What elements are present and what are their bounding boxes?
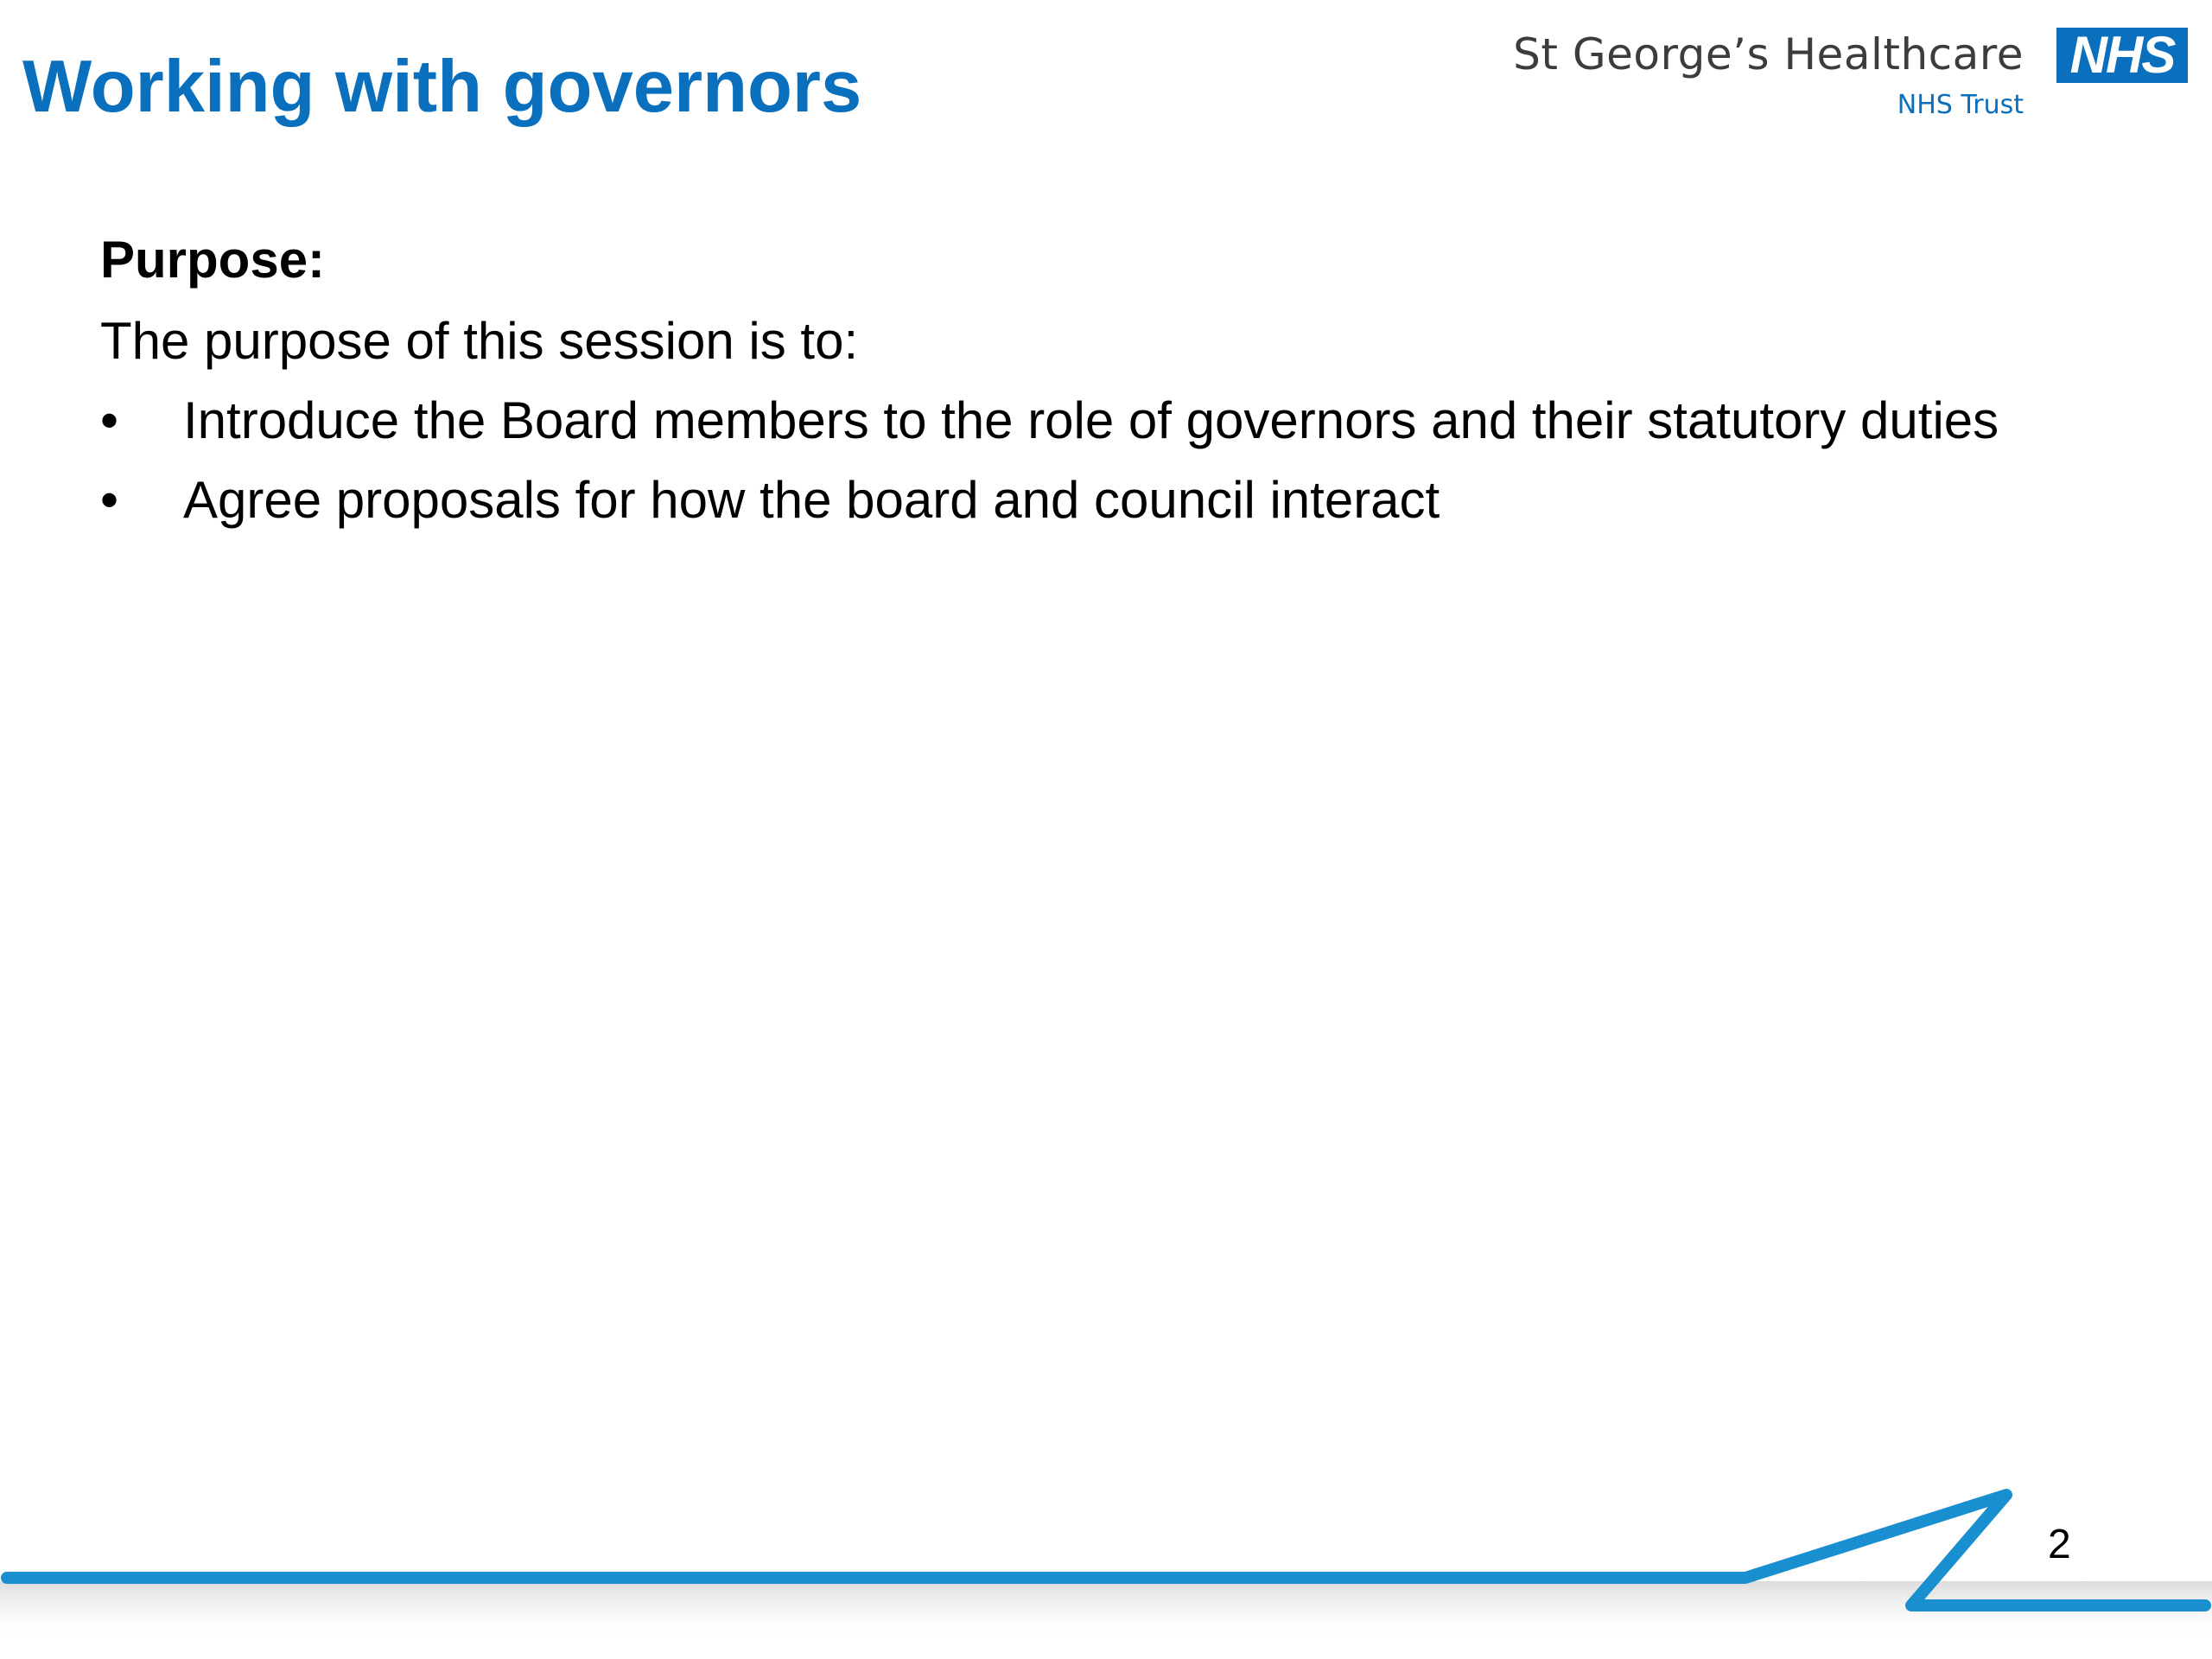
slide-title: Working with governors xyxy=(22,46,862,128)
body-heading: Purpose: xyxy=(100,231,326,289)
swoosh-shadow xyxy=(0,1581,2212,1642)
logo-organisation-name: St George’s Healthcare xyxy=(1513,29,2024,79)
bullet-text: Agree proposals for how the board and council interact xyxy=(183,471,1440,529)
slide-body xyxy=(100,226,2053,546)
footer-swoosh-graphic xyxy=(0,1469,2212,1659)
bullet-marker: • xyxy=(100,391,119,449)
bullet-marker: • xyxy=(100,471,119,529)
nhs-trust-logo xyxy=(1513,22,2188,126)
nhs-mark: NHS xyxy=(2056,28,2188,83)
body-intro: The purpose of this session is to: xyxy=(100,312,859,370)
bullet-item xyxy=(100,467,2053,534)
logo-trust-label: NHS Trust xyxy=(1897,90,2024,120)
bullet-list xyxy=(100,387,2053,534)
bullet-item xyxy=(100,387,2053,454)
page-number: 2 xyxy=(2048,1522,2071,1567)
bullet-text: Introduce the Board members to the role of governors and their statutory duties xyxy=(183,391,1999,449)
